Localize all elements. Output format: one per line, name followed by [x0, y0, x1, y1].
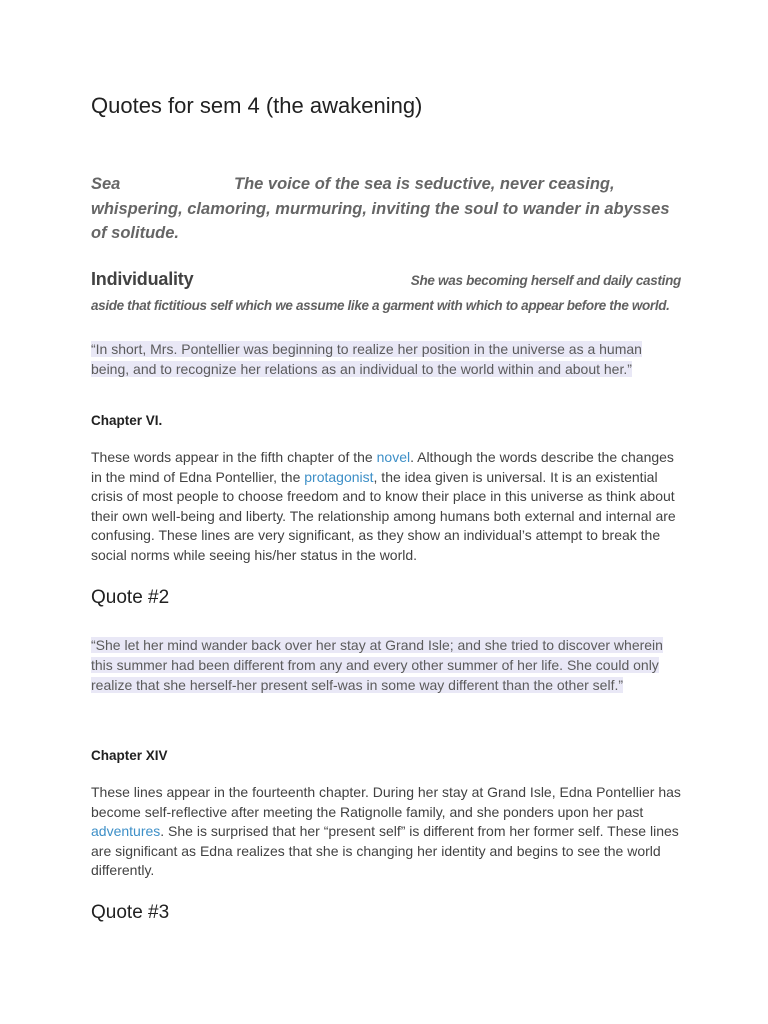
individuality-quote-line1: She was becoming herself and daily casting	[410, 273, 681, 288]
quote2-para-part2: . She is surprised that her “present self” is different from her former self. These lines are significant as Edna realizes that she is changing her identity and begins to see the world differently.	[91, 823, 679, 879]
sea-label: Sea	[91, 175, 121, 193]
quote1-para-part1: These words appear in the fifth chapter of the	[91, 449, 377, 465]
quote1-chapter-label: Chapter VI.	[91, 413, 163, 428]
individuality-label: Individuality	[91, 269, 194, 289]
adventures-link[interactable]: adventures	[91, 823, 161, 840]
protagonist-link[interactable]: protagonist	[304, 468, 374, 485]
quote2-heading: Quote #2	[91, 587, 170, 608]
document-title: Quotes for sem 4 (the awakening)	[91, 93, 423, 118]
sea-quote-block	[91, 172, 681, 246]
quote1-text: “In short, Mrs. Pontellier was beginning to realize her position in the universe as a human being, and to recognize her relations as an individual to the world within and about her.”	[91, 341, 642, 377]
quote3-heading: Quote #3	[91, 902, 170, 923]
novel-link[interactable]: novel	[376, 449, 411, 465]
quote1-para-part2: . Although the words describe the changes in the mind of Edna Pontellier, the	[91, 449, 674, 485]
quote2-para-part1: These lines appear in the fourteenth chapter. During her stay at Grand Isle, Edna Pontellier has become self-reflective after meeting the Ratignolle family, and she ponders upon her past	[91, 784, 681, 820]
quote2-highlighted-text	[91, 635, 681, 695]
quote1-para-part3: , the idea given is universal. It is an existential crisis of most people to choose freedom and to know their place in this universe as think about their own well-being and liberty. The relationship among humans both external and internal are confusing. These lines are very significant, as they show an individual’s attempt to break the social norms while seeing his/her status in the world.	[91, 468, 676, 563]
quote2-analysis-paragraph	[91, 783, 681, 881]
individuality-quote-line2: aside that fictitious self which we assume like a garment with which to appear before the world.	[91, 298, 670, 313]
quote1-analysis-paragraph	[91, 448, 681, 566]
quote2-text: “She let her mind wander back over her stay at Grand Isle; and she tried to discover wherein this summer had been different from any and every other summer of her life. She could only realize that she herself-her present self-was in some way different than the other self.”	[91, 637, 663, 693]
quote2-chapter-label: Chapter XIV	[91, 748, 168, 763]
quote1-highlighted-text	[91, 339, 681, 379]
sea-quote-text: The voice of the sea is seductive, never ceasing, whispering, clamoring, murmuring, inviting the soul to wander in abysses of solitude.	[91, 175, 670, 242]
individuality-quote-block	[91, 269, 681, 313]
